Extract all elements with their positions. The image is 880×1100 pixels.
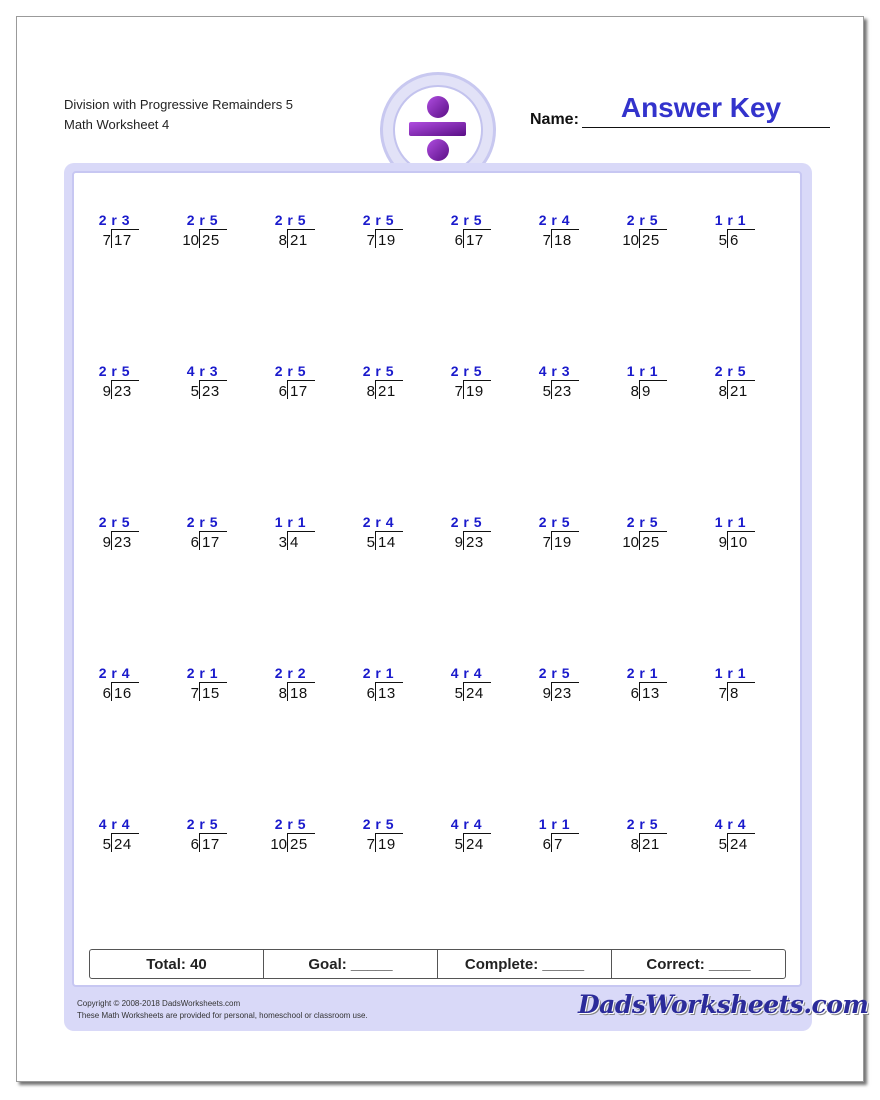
quotient-answer: 4 r 3	[538, 363, 570, 379]
division-problem	[694, 816, 756, 860]
division-problem	[518, 514, 580, 558]
total-cell: Total: 40	[90, 950, 264, 978]
divisor: 10	[622, 534, 639, 551]
divisor: 5	[454, 685, 463, 702]
quotient-answer: 2 r 4	[538, 212, 570, 228]
quotient-answer: 2 r 5	[362, 363, 394, 379]
correct-cell[interactable]: Correct: _____	[646, 955, 751, 973]
division-problem	[254, 816, 316, 860]
division-problem	[430, 514, 492, 558]
answer-key-label: Answer Key	[620, 92, 782, 123]
quotient-answer: 2 r 5	[626, 212, 658, 228]
division-problem	[166, 514, 228, 558]
brand-logo[interactable]: DadsWorksheets.com	[578, 990, 869, 1019]
division-problem	[166, 665, 228, 709]
quotient-answer: 2 r 5	[274, 212, 306, 228]
dividend: 6	[730, 232, 739, 249]
dividend: 8	[730, 685, 739, 702]
divisor: 8	[630, 836, 639, 853]
dividend: 19	[554, 534, 572, 551]
divisor: 7	[366, 232, 375, 249]
quotient-answer: 1 r 1	[714, 665, 746, 681]
division-problem	[430, 363, 492, 407]
division-problem	[606, 816, 668, 860]
quotient-answer: 4 r 4	[450, 665, 482, 681]
divisor: 7	[542, 232, 551, 249]
dividend: 21	[290, 232, 308, 249]
divisor: 10	[270, 836, 287, 853]
division-problem	[78, 212, 140, 256]
quotient-answer: 2 r 5	[538, 665, 570, 681]
division-problem	[694, 212, 756, 256]
divisor: 9	[102, 534, 111, 551]
division-problem	[606, 363, 668, 407]
quotient-answer: 2 r 4	[98, 665, 130, 681]
dividend: 10	[730, 534, 748, 551]
quotient-answer: 2 r 5	[626, 514, 658, 530]
quotient-answer: 2 r 2	[274, 665, 306, 681]
dividend: 21	[730, 383, 748, 400]
divisor: 8	[278, 685, 287, 702]
division-sign-icon	[393, 85, 483, 175]
dividend: 15	[202, 685, 220, 702]
division-problem	[78, 363, 140, 407]
division-problem	[430, 665, 492, 709]
divisor: 7	[102, 232, 111, 249]
division-problem	[342, 363, 404, 407]
division-problem	[78, 514, 140, 558]
dividend: 4	[290, 534, 299, 551]
quotient-answer: 2 r 5	[714, 363, 746, 379]
dividend: 21	[378, 383, 396, 400]
divisor: 9	[718, 534, 727, 551]
divisor: 7	[366, 836, 375, 853]
quotient-answer: 1 r 1	[538, 816, 570, 832]
divisor: 6	[190, 534, 199, 551]
dividend: 14	[378, 534, 396, 551]
division-problem	[694, 665, 756, 709]
division-problem	[166, 212, 228, 256]
divisor: 8	[278, 232, 287, 249]
dividend: 13	[378, 685, 396, 702]
quotient-answer: 2 r 5	[362, 212, 394, 228]
quotient-answer: 2 r 5	[186, 514, 218, 530]
dividend: 25	[642, 232, 660, 249]
divisor: 6	[454, 232, 463, 249]
division-problem	[78, 665, 140, 709]
quotient-answer: 2 r 5	[450, 363, 482, 379]
divisor: 7	[454, 383, 463, 400]
title-block	[64, 95, 293, 135]
divisor: 9	[454, 534, 463, 551]
division-problem	[254, 665, 316, 709]
quotient-answer: 2 r 3	[98, 212, 130, 228]
divisor: 5	[718, 232, 727, 249]
quotient-answer: 2 r 5	[98, 514, 130, 530]
divisor: 5	[102, 836, 111, 853]
quotient-answer: 4 r 4	[450, 816, 482, 832]
quotient-answer: 2 r 4	[362, 514, 394, 530]
divisor: 5	[190, 383, 199, 400]
dividend: 16	[114, 685, 132, 702]
division-problem	[430, 816, 492, 860]
quotient-answer: 2 r 1	[626, 665, 658, 681]
divisor: 5	[718, 836, 727, 853]
divisor: 8	[718, 383, 727, 400]
quotient-answer: 4 r 4	[98, 816, 130, 832]
divisor: 5	[542, 383, 551, 400]
dividend: 23	[114, 534, 132, 551]
dividend: 13	[642, 685, 660, 702]
problems-panel	[72, 171, 802, 987]
division-problem	[518, 665, 580, 709]
dividend: 9	[642, 383, 651, 400]
division-sign-svg	[395, 87, 481, 173]
division-problem	[166, 816, 228, 860]
divisor: 6	[190, 836, 199, 853]
divisor: 10	[182, 232, 199, 249]
divisor: 7	[190, 685, 199, 702]
divisor: 6	[366, 685, 375, 702]
dividend: 19	[378, 836, 396, 853]
copyright-text: Copyright © 2008-2018 DadsWorksheets.com	[77, 999, 241, 1008]
quotient-answer: 2 r 1	[186, 665, 218, 681]
divisor: 9	[542, 685, 551, 702]
division-problem	[606, 212, 668, 256]
score-bar	[89, 949, 786, 979]
division-problem	[430, 212, 492, 256]
division-problem	[342, 665, 404, 709]
divisor: 6	[542, 836, 551, 853]
divisor: 6	[102, 685, 111, 702]
divisor: 6	[278, 383, 287, 400]
complete-cell[interactable]: Complete: _____	[438, 950, 612, 978]
divisor: 9	[102, 383, 111, 400]
division-problem	[518, 816, 580, 860]
quotient-answer: 2 r 5	[362, 816, 394, 832]
dividend: 17	[466, 232, 484, 249]
division-problem	[78, 816, 140, 860]
dividend: 24	[730, 836, 748, 853]
dividend: 19	[466, 383, 484, 400]
division-problem	[254, 212, 316, 256]
footer-copyright	[77, 998, 368, 1022]
divisor: 7	[718, 685, 727, 702]
divisor: 10	[622, 232, 639, 249]
dividend: 19	[378, 232, 396, 249]
divisor: 8	[366, 383, 375, 400]
quotient-answer: 2 r 5	[450, 514, 482, 530]
division-problem	[254, 514, 316, 558]
quotient-answer: 2 r 5	[98, 363, 130, 379]
quotient-answer: 2 r 5	[450, 212, 482, 228]
goal-cell[interactable]: Goal: _____	[264, 950, 438, 978]
division-problem	[342, 514, 404, 558]
quotient-answer: 1 r 1	[626, 363, 658, 379]
division-problem	[166, 363, 228, 407]
divisor: 8	[630, 383, 639, 400]
quotient-answer: 4 r 3	[186, 363, 218, 379]
divisor: 3	[278, 534, 287, 551]
worksheet-title: Division with Progressive Remainders 5	[64, 97, 294, 112]
dividend: 23	[466, 534, 484, 551]
quotient-answer: 4 r 4	[714, 816, 746, 832]
division-problem	[518, 212, 580, 256]
dividend: 17	[202, 836, 220, 853]
name-label: Name:	[530, 111, 579, 128]
division-problem	[694, 514, 756, 558]
dividend: 23	[554, 685, 572, 702]
quotient-answer: 1 r 1	[714, 514, 746, 530]
dividend: 25	[642, 534, 660, 551]
dividend: 17	[202, 534, 220, 551]
dividend: 24	[466, 836, 484, 853]
dividend: 25	[290, 836, 308, 853]
quotient-answer: 2 r 5	[626, 816, 658, 832]
quotient-answer: 1 r 1	[714, 212, 746, 228]
dividend: 21	[642, 836, 660, 853]
divisor: 6	[630, 685, 639, 702]
divisor: 5	[366, 534, 375, 551]
dividend: 25	[202, 232, 220, 249]
quotient-answer: 2 r 1	[362, 665, 394, 681]
quotient-answer: 2 r 5	[186, 816, 218, 832]
dividend: 23	[554, 383, 572, 400]
division-problem	[518, 363, 580, 407]
usage-notice: These Math Worksheets are provided for personal, homeschool or classroom use.	[77, 1011, 368, 1020]
division-problem	[342, 212, 404, 256]
worksheet-subtitle: Math Worksheet 4	[64, 117, 170, 132]
quotient-answer: 2 r 5	[274, 816, 306, 832]
dividend: 17	[114, 232, 132, 249]
dividend: 17	[290, 383, 308, 400]
divisor: 5	[454, 836, 463, 853]
division-problem	[606, 514, 668, 558]
dividend: 7	[554, 836, 563, 853]
dividend: 18	[290, 685, 308, 702]
dividend: 24	[114, 836, 132, 853]
quotient-answer: 2 r 5	[274, 363, 306, 379]
quotient-answer: 1 r 1	[274, 514, 306, 530]
dividend: 23	[114, 383, 132, 400]
divisor: 7	[542, 534, 551, 551]
dividend: 18	[554, 232, 572, 249]
quotient-answer: 2 r 5	[186, 212, 218, 228]
name-field-line[interactable]	[582, 127, 830, 128]
division-problem	[342, 816, 404, 860]
dividend: 24	[466, 685, 484, 702]
division-problem	[606, 665, 668, 709]
quotient-answer: 2 r 5	[538, 514, 570, 530]
division-problem	[694, 363, 756, 407]
dividend: 23	[202, 383, 220, 400]
division-problem	[254, 363, 316, 407]
